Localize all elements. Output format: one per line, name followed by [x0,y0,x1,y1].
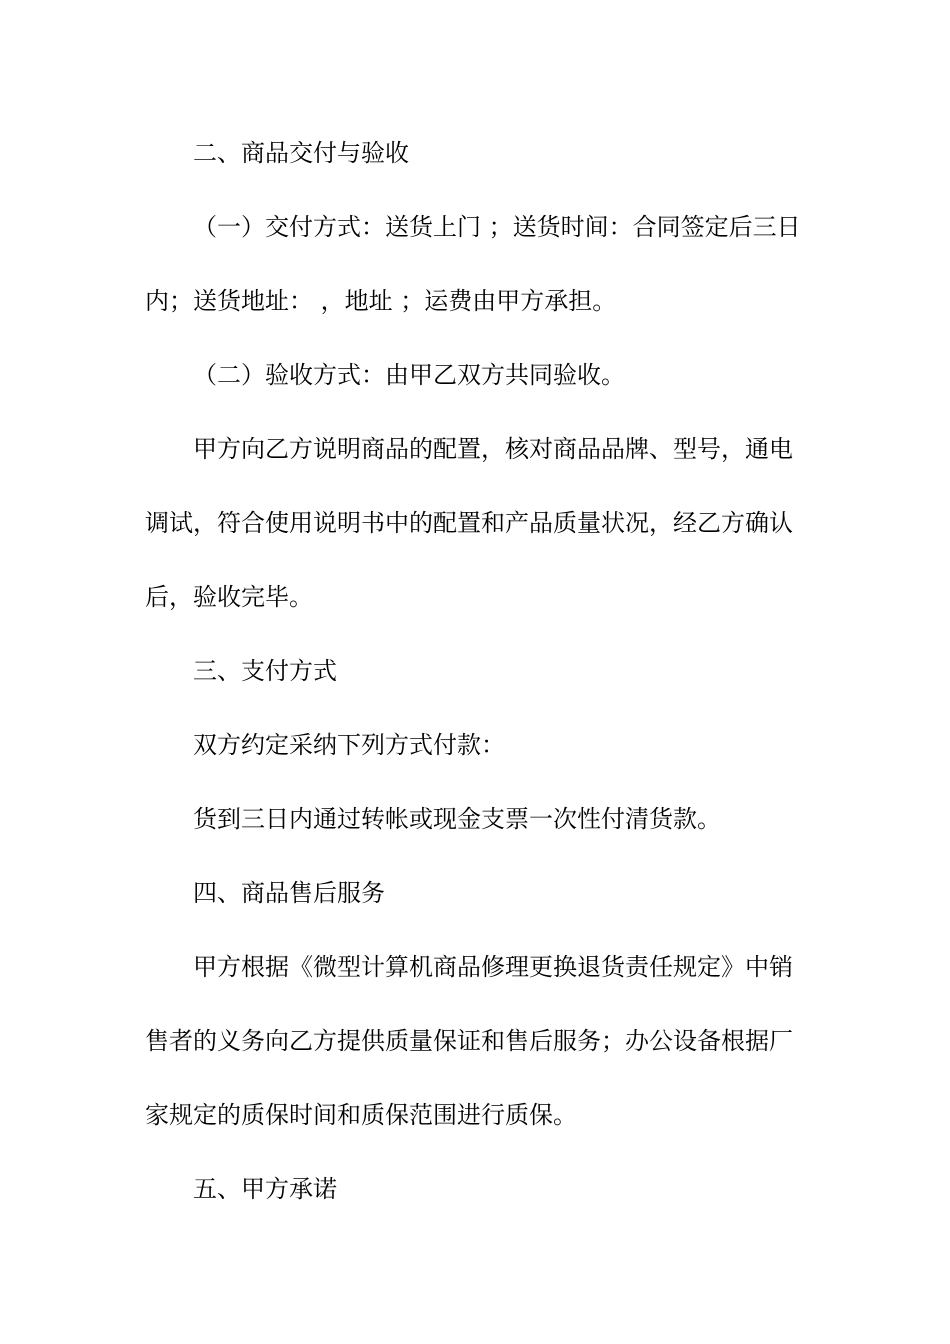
paragraph-line: 甲方向乙方说明商品的配置，核对商品品牌、型号，通电 [193,435,793,463]
document-body [145,132,807,1242]
paragraph-line: （一）交付方式：送货上门 ；送货时间：合同签定后三日 [193,213,801,241]
paragraph-line: （二）验收方式：由甲乙双方共同验收。 [193,361,625,389]
paragraph-line: 家规定的质保时间和质保范围进行质保。 [145,1101,577,1129]
paragraph-line: 双方约定采纳下列方式付款： [193,731,505,759]
paragraph-line: 售者的义务向乙方提供质量保证和售后服务；办公设备根据厂 [145,1027,793,1055]
section-heading-party-a-commitment: 五、甲方承诺 [193,1175,337,1203]
paragraph-line: 货到三日内通过转帐或现金支票一次性付清货款。 [193,805,721,833]
section-heading-after-sales: 四、商品售后服务 [193,879,385,907]
paragraph-line: 调试，符合使用说明书中的配置和产品质量状况，经乙方确认 [145,509,793,537]
section-heading-delivery: 二、商品交付与验收 [193,139,409,167]
paragraph-line: 后，验收完毕。 [145,583,313,611]
section-heading-payment: 三、支付方式 [193,657,337,685]
paragraph-line: 甲方根据《微型计算机商品修理更换退货责任规定》中销 [193,953,793,981]
paragraph-line: 内；送货地址： ，地址 ；运费由甲方承担。 [145,287,617,315]
